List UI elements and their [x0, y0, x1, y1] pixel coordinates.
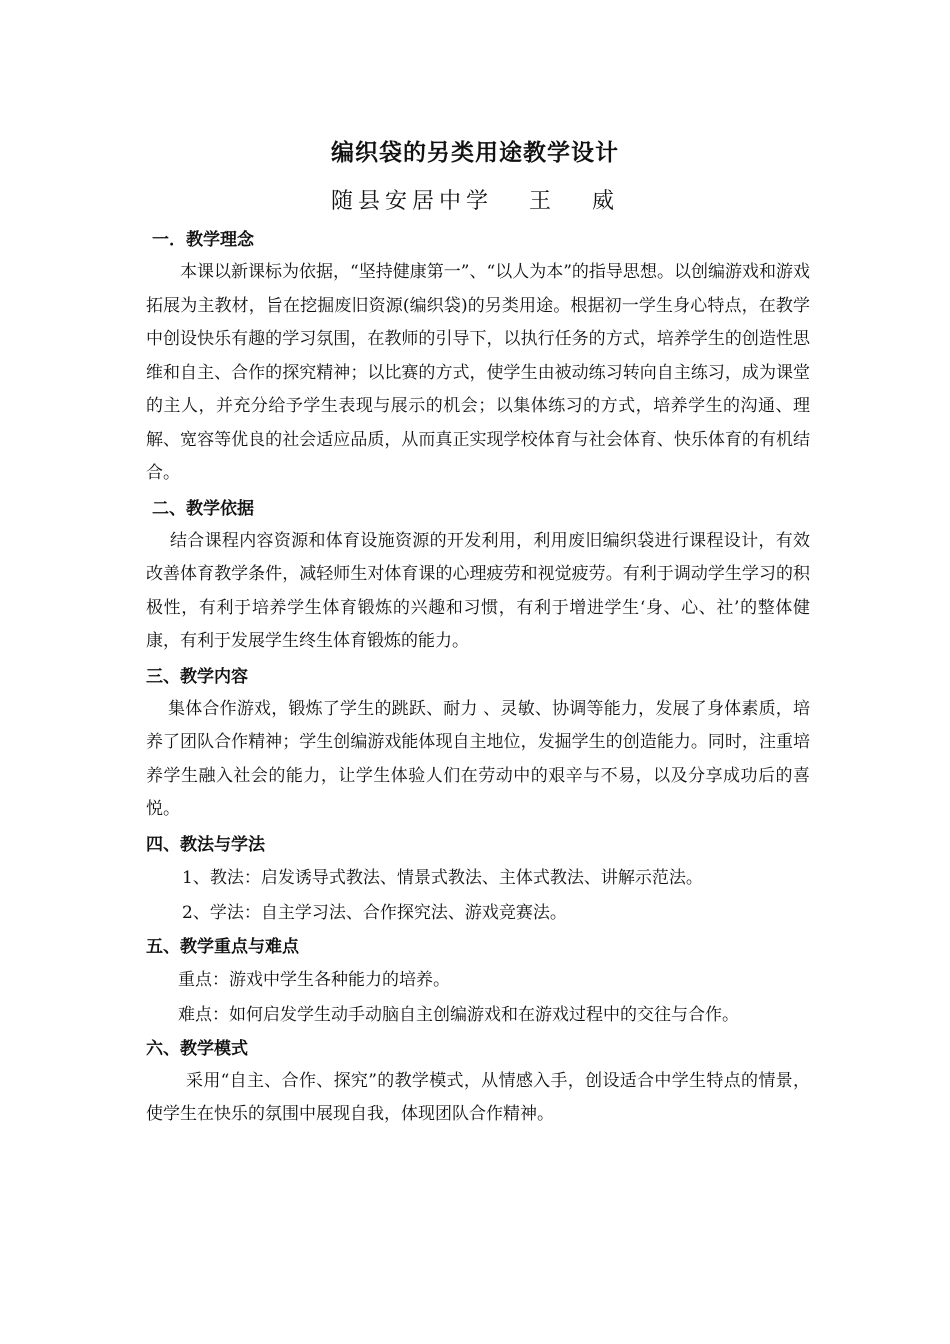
- section-teaching-mode: [146, 1033, 810, 1132]
- section-paragraph: 集体合作游戏，锻炼了学生的跳跃、耐力 、灵敏、协调等能力，发展了身体素质，培养了团队合作精神；学生创编游戏能体现自主地位，发掘学生的创造能力。同时，注重培养学生融入社会的能力，让学生体验人们在劳动中的艰辛与不易，以及分享成功后的喜悦。: [146, 698, 810, 819]
- section-teaching-philosophy: [146, 224, 810, 491]
- section-heading: 三、教学内容: [146, 666, 248, 687]
- section-teaching-content: [146, 661, 810, 827]
- key-point-item: 重点：游戏中学生各种能力的培养。: [178, 969, 450, 990]
- section-key-points: [146, 931, 810, 1033]
- document-title: 编织袋的另类用途教学设计: [331, 140, 619, 166]
- section-paragraph: 本课以新课标为依据，“坚持健康第一”、“以人为本”的指导思想。以创编游戏和游戏拓展为主教材，旨在挖掘废旧资源(编织袋)的另类用途。根据初一学生身心特点，在教学中创设快乐有趣的学习氛围，在教师的引导下，以执行任务的方式，培养学生的创造性思维和自主、合作的探究精神；以比赛的方式，使学生由被动练习转向自主练习，成为课堂的主人，并充分给予学生表现与展示的机会；以集体练习的方式，培养学生的沟通、理解、宽容等优良的社会适应品质，从而真正实现学校体育与社会体育、快乐体育的有机结合。: [146, 262, 810, 483]
- difficult-point-item: 难点：如何启发学生动手动脑自主创编游戏和在游戏过程中的交往与合作。: [178, 1004, 739, 1025]
- section-paragraph: 采用“自主、合作、探究”的教学模式，从情感入手，创设适合中学生特点的情景，使学生在快乐的氛围中展现自我，体现团队合作精神。: [146, 1070, 810, 1124]
- method-item-teaching: 1、教法：启发诱导式教法、情景式教法、主体式教法、讲解示范法。: [182, 867, 703, 888]
- section-heading: 二、教学依据: [152, 498, 254, 519]
- document-body: [146, 224, 810, 1132]
- section-heading: 一．教学理念: [152, 230, 254, 250]
- section-heading: 五、教学重点与难点: [146, 936, 299, 957]
- method-item-learning: 2、学法：自主学习法、合作探究法、游戏竞赛法。: [182, 902, 567, 923]
- document-author: 随县安居中学 王 威: [331, 189, 619, 214]
- section-teaching-basis: [146, 493, 810, 659]
- section-methods: [146, 829, 810, 931]
- section-heading: 六、教学模式: [146, 1038, 248, 1059]
- section-heading: 四、教法与学法: [146, 834, 265, 855]
- section-paragraph: 结合课程内容资源和体育设施资源的开发利用，利用废旧编织袋进行课程设计，有效改善体育教学条件，减轻师生对体育课的心理疲劳和视觉疲劳。有利于调动学生学习的积极性，有利于培养学生体育锻炼的兴趣和习惯，有利于增进学生‘身、心、社’的整体健康，有利于发展学生终生体育锻炼的能力。: [146, 530, 810, 651]
